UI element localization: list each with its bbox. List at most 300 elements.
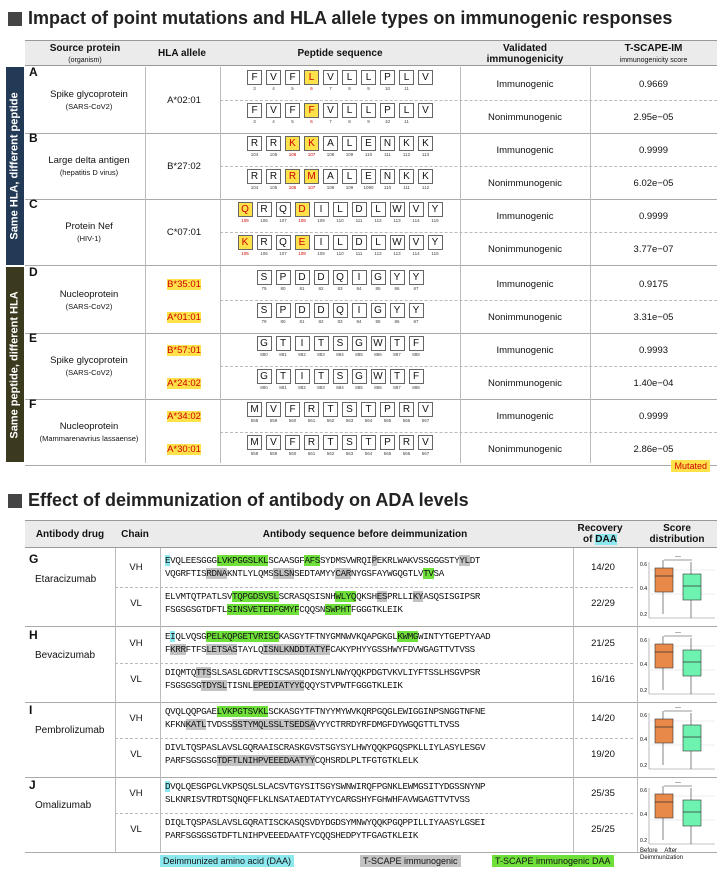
residue-box: W [371, 336, 386, 351]
residue-number: 80 [280, 286, 286, 291]
residue [245, 169, 264, 191]
sequence-segment: SCAASGF [268, 555, 305, 566]
sequence-segment: YL [459, 555, 470, 566]
residue-number: 9 [367, 119, 370, 124]
residue [312, 235, 331, 257]
row-divider [220, 166, 717, 167]
sequence-segment: ISNLKNDDTATYF [263, 644, 331, 655]
residue [312, 336, 331, 358]
sequence-segment: P [371, 555, 377, 566]
residue-number: 110 [336, 218, 344, 223]
residue-box: D [295, 270, 310, 285]
sequence-line [165, 679, 480, 692]
residue-box: Q [333, 303, 348, 318]
residue-number: 4 [272, 86, 275, 91]
peptide-row [25, 100, 717, 133]
residue-number: 880 [260, 385, 268, 390]
score-boxplot [637, 556, 717, 622]
residue-number: 886 [374, 385, 382, 390]
hla-allele [150, 345, 218, 356]
residue [350, 336, 369, 358]
residue [274, 369, 293, 391]
protein-name: Nucleoprotein [59, 421, 119, 432]
residue-box: G [371, 303, 386, 318]
sequence-segment: ELVMTQTPATLSV [165, 591, 233, 602]
residue [274, 270, 293, 292]
residue-number: 86 [394, 286, 400, 291]
residue-number: 113 [393, 218, 401, 223]
residue-box: Y [390, 270, 405, 285]
residue-number: 85 [375, 319, 381, 324]
row-divider [220, 432, 717, 433]
immunogenicity-score: 0.9993 [638, 345, 669, 356]
residue-box: M [247, 402, 262, 417]
residue-number: 106 [260, 251, 268, 256]
validated-immunogenicity: Immunogenic [496, 145, 554, 156]
residue-box: P [380, 70, 395, 85]
residue [264, 103, 283, 125]
residue [264, 70, 283, 92]
residue-number: 567 [421, 451, 430, 456]
y-tick: 0.4 [640, 586, 647, 592]
sequence-segment: SYDMSVWRQI [319, 555, 372, 566]
residue [388, 202, 407, 224]
residue-number: 564 [364, 418, 373, 423]
sequence-segment: WLYQ [335, 591, 357, 602]
residue-number: 107 [279, 218, 287, 223]
residue [397, 70, 416, 92]
residue [255, 369, 274, 391]
row-divider [220, 232, 717, 233]
score-boxplot [637, 707, 717, 773]
sequence-segment: SLKNRISVTRDTSQNQFFLKLNSATAEDTATYYCARGSHYFGHWHFAVWGAGTTVTVSS [165, 794, 470, 805]
residue [245, 435, 264, 457]
validated-immunogenicity: Immunogenic [496, 279, 554, 290]
sequence-segment: VYYCTRRDYRFDMGFDYWGQGTTLTVSS [314, 719, 460, 730]
sequence-segment: VQLEESGGG [170, 555, 217, 566]
column-line [220, 67, 221, 463]
antibody-letter: I [29, 703, 33, 717]
residue-box: M [304, 169, 319, 184]
section-b-title: Effect of deimmunization of antibody on ADA levels [8, 490, 469, 511]
residue-number: 881 [279, 385, 287, 390]
sequence-line [165, 630, 490, 643]
residue-number: 85 [375, 286, 381, 291]
chain-divider [115, 813, 633, 814]
residue-box: D [352, 235, 367, 250]
group-same-peptide: Same peptide, different HLA [6, 267, 24, 462]
residue-number: 887 [393, 385, 401, 390]
residue-number: 561 [307, 418, 316, 423]
residue-number: 104 [250, 185, 259, 190]
residue-number: 108 [326, 152, 335, 157]
sequence-segment: SEDTAMYY [294, 568, 336, 579]
residue-box: A [323, 136, 338, 151]
y-tick: 0.2 [640, 763, 647, 769]
residue-box: Y [409, 270, 424, 285]
residue-box: R [257, 202, 272, 217]
residue-number: 110 [383, 185, 392, 190]
residue-box: M [247, 435, 262, 450]
validated-immunogenicity: Nonimmunogenic [488, 178, 562, 189]
row-letter: A [29, 65, 38, 79]
peptide-sequence [245, 169, 435, 191]
antibody-name: Etaracizumab [35, 574, 97, 585]
residue [302, 70, 321, 92]
sequence-segment: SSTYMQLSSLTSEDSA [232, 719, 315, 730]
residue-box: L [342, 136, 357, 151]
residue-box: V [418, 402, 433, 417]
residue [255, 270, 274, 292]
residue-box: F [285, 103, 300, 118]
sequence-segment: EPEDIATYYC [252, 680, 305, 691]
significance-label: *** [675, 707, 681, 712]
residue-box: Y [409, 303, 424, 318]
residue-number: 113 [393, 251, 401, 256]
peptide-row [25, 232, 717, 265]
residue-box: P [276, 303, 291, 318]
y-tick: 0.2 [640, 612, 647, 618]
antibody-letter: H [29, 628, 38, 642]
residue-number: 886 [374, 352, 382, 357]
residue-box: G [352, 369, 367, 384]
antibody-block [25, 628, 717, 702]
residue [416, 402, 435, 424]
sequence-segment: NYGSFAYWGQGTLV [350, 568, 424, 579]
peptide-sequence [255, 336, 426, 358]
residue-box: I [352, 270, 367, 285]
residue-box: K [418, 169, 433, 184]
residue [369, 202, 388, 224]
residue-number: 106 [260, 218, 268, 223]
residue-number: 6 [310, 86, 313, 91]
residue [407, 336, 426, 358]
sequence-segment: TV [423, 568, 434, 579]
residue [369, 270, 388, 292]
sequence-line [165, 705, 485, 718]
validated-immunogenicity: Nonimmunogenic [488, 112, 562, 123]
residue-number: 87 [413, 319, 419, 324]
residue-box: V [409, 202, 424, 217]
residue-box: Q [276, 202, 291, 217]
residue-box: I [352, 303, 367, 318]
residue-number: 884 [336, 352, 344, 357]
peptide-row [25, 300, 717, 333]
residue-box: S [333, 369, 348, 384]
residue-box: R [247, 136, 262, 151]
residue-number: 8 [348, 86, 351, 91]
antibody-block [25, 552, 717, 626]
residue-box: A [323, 169, 338, 184]
immunogenicity-score: 2.86e−05 [633, 444, 674, 455]
residue-number: 7 [329, 86, 332, 91]
residue-box: Q [333, 270, 348, 285]
residue [369, 303, 388, 325]
sequence-segment: VQGRFTIS [165, 568, 207, 579]
antibody-sequence [165, 816, 485, 842]
sequence-segment: PRLLI [387, 591, 413, 602]
sequence-line [165, 741, 485, 754]
residue [331, 369, 350, 391]
immunogenicity-score: 0.9669 [638, 79, 669, 90]
residue [283, 103, 302, 125]
sequence-segment: ES [376, 591, 388, 602]
residue-box: L [361, 70, 376, 85]
sequence-segment: SLSN [273, 568, 295, 579]
immunogenicity-score: 0.9999 [638, 145, 669, 156]
peptide-row [25, 65, 717, 111]
antibody-sequence [165, 741, 485, 767]
group-same-hla: Same HLA, different peptide [6, 67, 24, 265]
chain-label: VL [130, 824, 142, 835]
residue-box: I [295, 336, 310, 351]
section-a-title: Impact of point mutations and HLA allele types on immunogenic responses [8, 8, 672, 29]
sequence-segment: TDFTLNIHPVEEEDAATYY [216, 755, 315, 766]
antibody-table-header: Antibody drug Chain Antibody sequence before deimmunization Recovery of DAA Score distribution [25, 520, 717, 548]
residue-number: 84 [356, 319, 362, 324]
sequence-segment: LVKPGGSLKL [216, 555, 269, 566]
sequence-line [165, 780, 485, 793]
row-letter: C [29, 197, 38, 211]
immunogenicity-score: 6.02e−05 [633, 178, 674, 189]
residue-box: F [285, 435, 300, 450]
residue-box: P [380, 435, 395, 450]
antibody-name: Bevacizumab [35, 650, 96, 661]
sequence-segment: QKSH [356, 591, 377, 602]
sequence-segment: QVQLQQPGAE [165, 706, 217, 717]
residue-number: 567 [421, 418, 430, 423]
residue-box: Y [428, 235, 443, 250]
residue-box: V [418, 435, 433, 450]
y-tick: 0.6 [640, 788, 647, 794]
residue-box: L [399, 70, 414, 85]
group-divider [25, 465, 717, 466]
sequence-segment: PELKQPGETVRISC [206, 631, 279, 642]
sequence-segment: ASQSISGIPSR [423, 591, 481, 602]
antibody-name: Omalizumab [35, 800, 92, 811]
residue-number: 562 [326, 418, 335, 423]
residue [378, 435, 397, 457]
residue [236, 202, 255, 224]
residue-box: R [266, 136, 281, 151]
residue-number: 109 [317, 218, 325, 223]
residue-box: S [333, 336, 348, 351]
residue-box: P [276, 270, 291, 285]
residue-box: T [314, 369, 329, 384]
group-divider [25, 265, 717, 266]
score-boxplot [637, 632, 717, 698]
residue-number: 108 [298, 218, 306, 223]
residue [388, 369, 407, 391]
residue-box: L [342, 169, 357, 184]
residue-box: L [333, 202, 348, 217]
organism: (SARS-CoV2) [65, 302, 113, 311]
residue [283, 70, 302, 92]
residue-box: F [285, 70, 300, 85]
sequence-segment: QQYSTVPWTFGGGTKLEIK [304, 680, 403, 691]
residue-box: T [323, 435, 338, 450]
sequence-segment: CQQSN [299, 604, 326, 615]
residue-number: 111 [403, 185, 410, 190]
sequence-segment: LETSAS [206, 644, 238, 655]
residue [255, 202, 274, 224]
residue [359, 103, 378, 125]
residue-number: 108 [326, 185, 335, 190]
sequence-segment: FSGSGSGTDFTL [165, 604, 227, 615]
residue [245, 402, 264, 424]
residue-number: 881 [279, 352, 287, 357]
residue-number: 82 [318, 319, 324, 324]
sequence-segment: TTS [195, 667, 212, 678]
residue-box: N [380, 169, 395, 184]
residue-box: T [314, 336, 329, 351]
antibody-block [25, 778, 717, 852]
residue-box: V [418, 103, 433, 118]
residue [293, 369, 312, 391]
chain-label: VH [129, 788, 143, 799]
residue [378, 70, 397, 92]
sequence-segment: SCKASGYTFTNYYMYWVKQRPGQGLEWIGGINPSNGGTNFNE [268, 706, 486, 717]
residue-number: 106 [288, 152, 297, 157]
residue [312, 202, 331, 224]
residue [321, 435, 340, 457]
mutated-legend: Mutated [671, 460, 710, 472]
residue [302, 402, 321, 424]
residue-box: W [371, 369, 386, 384]
residue-number: 564 [364, 451, 373, 456]
validated-immunogenicity: Nonimmunogenic [488, 244, 562, 255]
peptide-sequence [245, 103, 435, 125]
sequence-segment: SINSVETEDFGMYF [226, 604, 300, 615]
sequence-segment: TISNL [226, 680, 253, 691]
residue-box: L [371, 235, 386, 250]
residue-box: K [418, 136, 433, 151]
residue-number: 3 [253, 86, 256, 91]
residue-number: 115 [431, 251, 439, 256]
daa-recovery: 14/20 [591, 562, 615, 573]
daa-recovery: 22/29 [591, 598, 615, 609]
residue-number: 562 [326, 451, 335, 456]
sequence-segment: EKRLWAKVSSGGGSTY [376, 555, 460, 566]
column-line [460, 67, 461, 463]
residue-number: 109 [345, 152, 354, 157]
immunogenicity-score: 3.31e−05 [633, 312, 674, 323]
residue-box: K [304, 136, 319, 151]
hla-allele-text: A*24:02 [167, 378, 201, 389]
sequence-segment: D [165, 781, 171, 792]
residue-box: K [238, 235, 253, 250]
residue [407, 202, 426, 224]
residue-number: 561 [307, 451, 316, 456]
peptide-sequence [255, 369, 426, 391]
antibody-sequence [165, 554, 480, 580]
residue-box: V [409, 235, 424, 250]
sequence-line [165, 554, 480, 567]
residue-number: 885 [355, 352, 363, 357]
legend-tscape: T-SCAPE immunogenic [360, 855, 461, 867]
y-tick: 0.2 [640, 838, 647, 844]
residue-box: R [257, 235, 272, 250]
sequence-segment: KATL [185, 719, 207, 730]
residue-box: L [342, 70, 357, 85]
sequence-segment: DIQMTQ [165, 667, 196, 678]
residue [274, 303, 293, 325]
residue-number: 11 [404, 119, 409, 124]
peptide-sequence [245, 402, 435, 424]
antibody-sequence [165, 705, 485, 731]
y-tick: 0.2 [640, 688, 647, 694]
residue-number: 110 [364, 152, 373, 157]
y-tick: 0.6 [640, 713, 647, 719]
sequence-line [165, 793, 485, 806]
row-letter: F [29, 397, 37, 411]
antibody-sequence [165, 590, 480, 616]
chain-label: VH [129, 562, 143, 573]
residue-box: E [295, 235, 310, 250]
residue-box: Q [276, 235, 291, 250]
residue [359, 402, 378, 424]
residue-box: R [247, 169, 262, 184]
column-line [573, 548, 574, 853]
residue [321, 169, 340, 191]
residue-box: F [247, 70, 262, 85]
residue [331, 336, 350, 358]
residue-number: 114 [412, 218, 420, 223]
peptide-row [25, 432, 717, 465]
residue [264, 169, 283, 191]
residue [378, 136, 397, 158]
chain-label: VL [130, 598, 142, 609]
sequence-segment: TDYSL [201, 680, 227, 691]
residue-number: 112 [402, 152, 411, 157]
row-letter: E [29, 331, 38, 345]
residue [416, 103, 435, 125]
residue-box: G [257, 336, 272, 351]
residue-number: 108 [298, 251, 306, 256]
residue [321, 70, 340, 92]
residue-number: 888 [412, 352, 420, 357]
residue-number: 5 [291, 86, 294, 91]
sequence-segment: SWPHT [325, 604, 351, 615]
residue-number: 888 [412, 385, 420, 390]
peptide-row [25, 197, 717, 243]
residue-number: 560 [288, 451, 297, 456]
y-tick: 0.6 [640, 562, 647, 568]
residue [416, 70, 435, 92]
residue [350, 270, 369, 292]
residue [407, 270, 426, 292]
score-boxplot [637, 782, 717, 848]
sequence-segment: SCRASQSISNH [278, 591, 336, 602]
peptide-sequence [236, 202, 445, 224]
organism: (SARS-CoV2) [65, 368, 113, 377]
residue-box: Y [428, 202, 443, 217]
hla-allele [150, 378, 218, 389]
residue-number: 8 [348, 119, 351, 124]
sequence-segment: FTFS [185, 644, 207, 655]
validated-immunogenicity: Immunogenic [496, 211, 554, 222]
residue-box: L [399, 103, 414, 118]
hla-allele-text: B*27:02 [167, 161, 201, 172]
residue-number: 109 [345, 185, 354, 190]
residue-box: K [399, 169, 414, 184]
residue [302, 169, 321, 191]
residue-number: 3 [253, 119, 256, 124]
residue [274, 202, 293, 224]
residue-box: V [266, 402, 281, 417]
antibody-sequence [165, 780, 485, 806]
hla-allele [150, 411, 218, 422]
